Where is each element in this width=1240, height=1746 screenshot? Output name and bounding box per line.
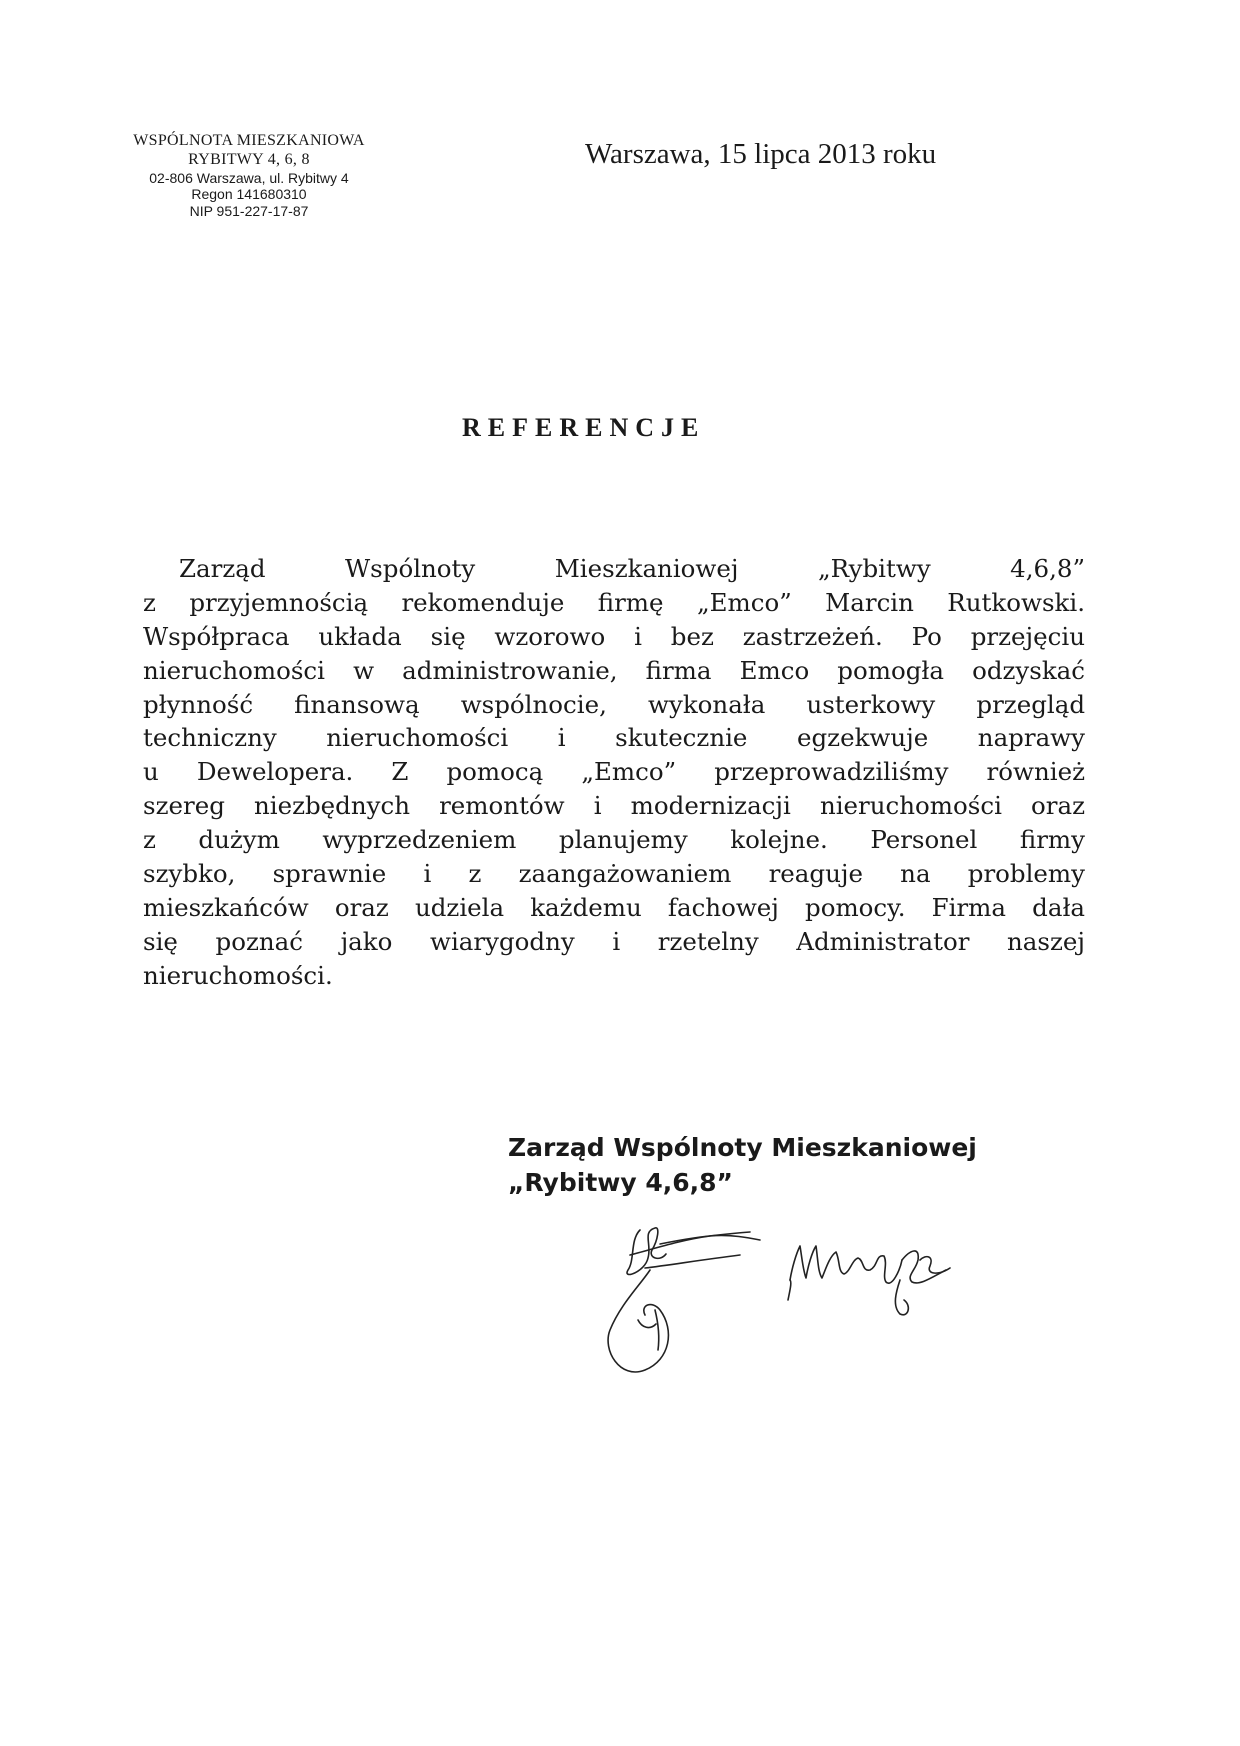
body-line: mieszkańców oraz udziela każdemu fachowej pomocy. Firma dała	[143, 892, 1085, 922]
body-line: się poznać jako wiarygodny i rzetelny Administrator naszej	[143, 926, 1085, 956]
body-line: u Dewelopera. Z pomocą „Emco” przeprowadziliśmy również	[143, 757, 1085, 787]
body-line: techniczny nieruchomości i skutecznie egzekwuje naprawy	[143, 723, 1085, 753]
body-line: szereg niezbędnych remontów i modernizacji nieruchomości oraz	[143, 791, 1085, 821]
body-line: z przyjemnością rekomenduje firmę „Emco” Marcin Rutkowski.	[143, 587, 1085, 617]
stamp-regon: Regon 141680310	[191, 186, 307, 203]
body-line: płynność finansową wspólnocie, wykonała usterkowy przegląd	[143, 689, 1085, 719]
stamp-building: RYBITWY 4, 6, 8	[188, 150, 310, 168]
body-line: nieruchomości.	[143, 960, 333, 990]
signature-heading-line2: „Rybitwy 4,6,8”	[508, 1168, 733, 1197]
stamp-address: 02-806 Warszawa, ul. Rybitwy 4	[149, 169, 349, 186]
community-stamp	[108, 132, 390, 219]
body-line: szybko, sprawnie i z zaangażowaniem reaguje na problemy	[143, 859, 1085, 889]
body-line: Zarząd Wspólnoty Mieszkaniowej „Rybitwy 4,6,8”	[179, 554, 1085, 583]
signatures	[600, 1210, 1000, 1380]
body-line: z dużym wyprzedzeniem planujemy kolejne. Personel firmy	[143, 825, 1085, 855]
stamp-nip: NIP 951-227-17-87	[189, 202, 309, 219]
letter-date: Warszawa, 15 lipca 2013 roku	[585, 138, 937, 170]
body-line: nieruchomości w administrowanie, firma Emco pomogła odzyskać	[143, 655, 1085, 685]
stamp-name: WSPÓLNOTA MIESZKANIOWA	[133, 132, 365, 149]
document-title: REFERENCJE	[462, 413, 706, 442]
signature-heading-line1: Zarząd Wspólnoty Mieszkaniowej	[508, 1133, 977, 1162]
handwritten-signature-1-icon	[608, 1228, 760, 1372]
body-line: Współpraca układa się wzorowo i bez zastrzeżeń. Po przejęciu	[143, 621, 1085, 651]
letter-body	[143, 552, 1085, 993]
signature-heading	[508, 1130, 977, 1200]
handwritten-signature-2-icon	[788, 1246, 950, 1315]
